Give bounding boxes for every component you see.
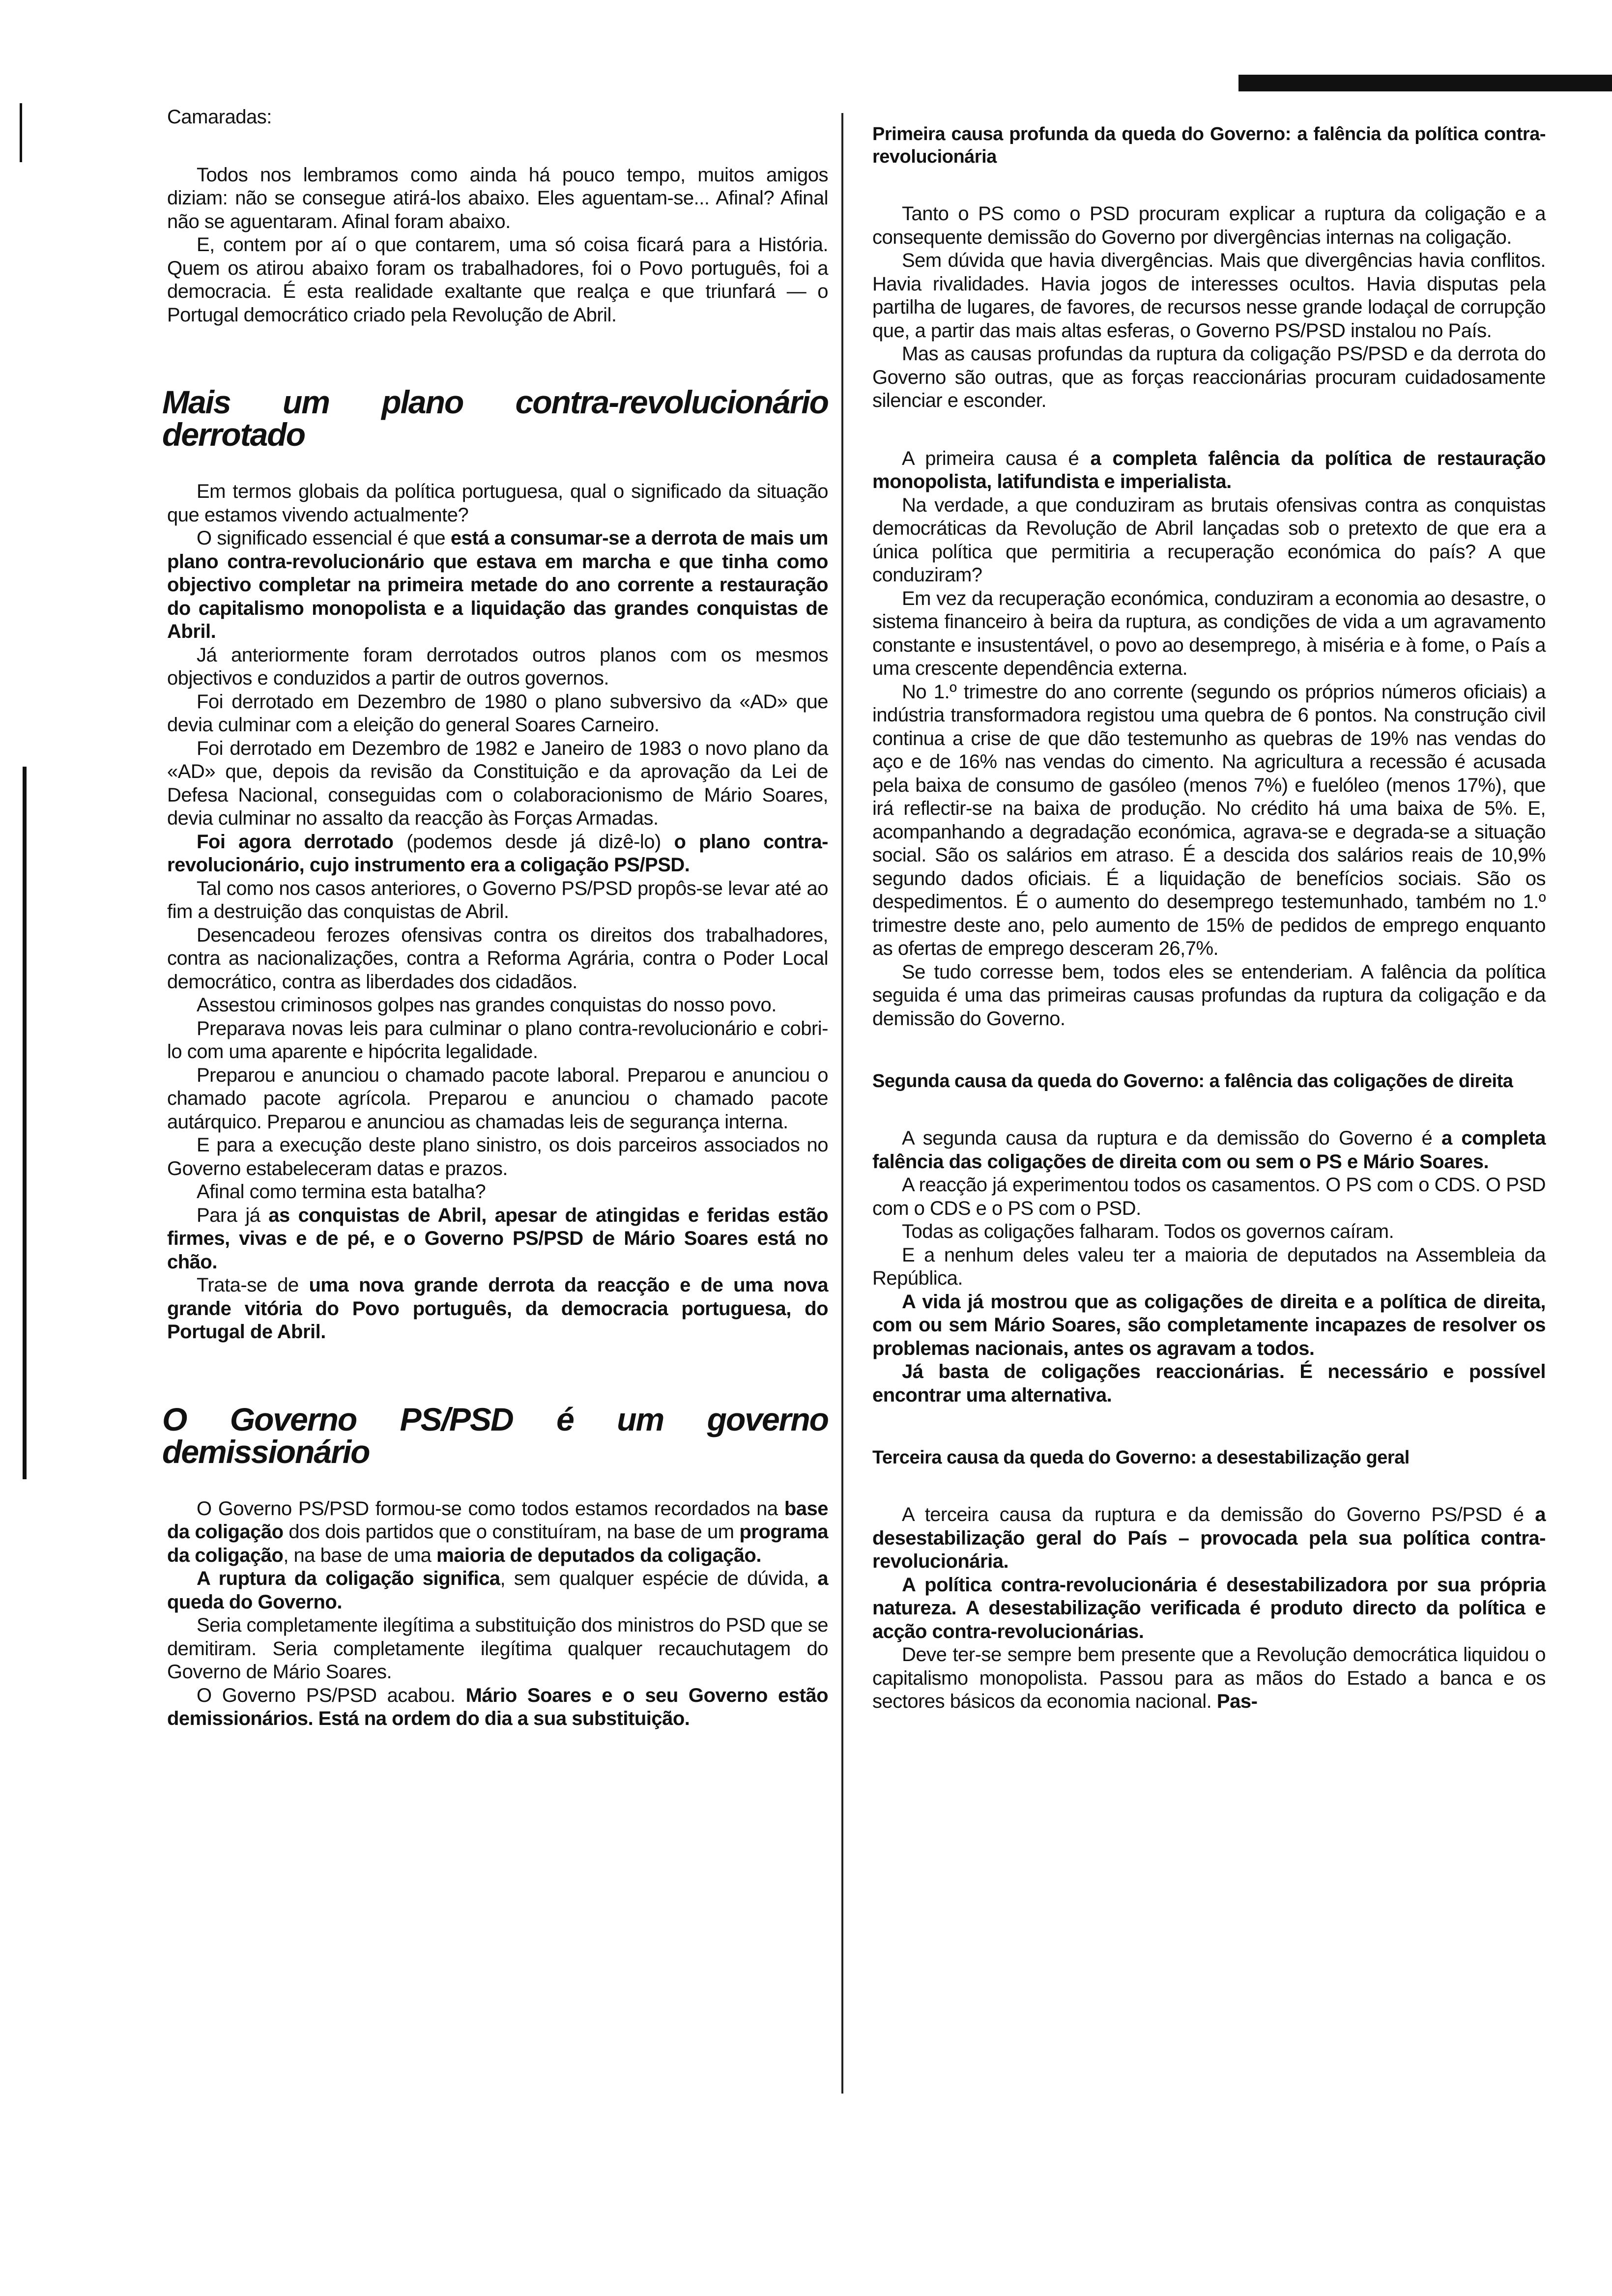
- paragraph: [872, 1503, 1546, 1574]
- text: Tal como nos casos anteriores, o Governo PS/PSD propôs-se levar até ao fim a destruição das conquistas de Abril.: [167, 877, 828, 922]
- paragraph: [167, 480, 828, 527]
- text: Desencadeou ferozes ofensivas contra os direitos dos trabalhadores, contra as nacionalizações, contra a Reforma Agrária, contra o Poder Local democrático, contra as liberdades dos cidadãos.: [167, 924, 828, 993]
- paragraph: [872, 202, 1546, 249]
- bold-text: o plano contra-revolucionário, cujo instrumento era a coligação PS/PSD.: [167, 831, 828, 876]
- paragraph: [167, 1497, 828, 1568]
- paragraph: [167, 527, 828, 644]
- paragraph: [167, 1614, 828, 1684]
- text: Já anteriormente foram derrotados outros planos com os mesmos objectivos e conduzidos a partir de outros governos.: [167, 644, 828, 689]
- text: A terceira causa da ruptura e da demissão do Governo PS/PSD é: [902, 1504, 1535, 1525]
- bold-text: a completa falência das coligações de direita com ou sem o PS e Mário Soares.: [872, 1127, 1546, 1173]
- text: Mas as causas profundas da ruptura da coligação PS/PSD e da derrota do Governo são outras, que as forças reaccionárias procuram cuidadosamente silenciar e esconder.: [872, 343, 1546, 411]
- paragraph: [872, 681, 1546, 961]
- bold-text: a queda do Governo.: [167, 1568, 828, 1613]
- paragraph: [167, 690, 828, 737]
- text: Preparava novas leis para culminar o plano contra-revolucionário e cobri-lo com uma aparente e hipócrita legalidade.: [167, 1017, 828, 1062]
- text: O significado essencial é que: [197, 527, 451, 549]
- text: dos dois partidos que o constituíram, na base de um: [283, 1521, 740, 1543]
- bold-text: Já basta de coligações reaccionárias. É necessário e possível encontrar uma alternativa.: [872, 1361, 1546, 1406]
- bold-text: está a consumar-se a derrota de mais um plano contra-revolucionário que estava em marcha e que tinha como objectivo completar na primeira metade do ano corrente a restauração do capitalismo monopolista e a liquidação das grandes conquistas de Abril.: [167, 527, 828, 642]
- text: Camaradas:: [167, 106, 272, 128]
- text: Assestou criminosos golpes nas grandes conquistas do nosso povo.: [197, 994, 777, 1016]
- bold-text: A política contra-revolucionária é desestabilizadora por sua própria natureza. A desestabilização verificada é produto directo da política e acção contra-revolucionárias.: [872, 1574, 1546, 1642]
- bold-text: maioria de deputados da coligação.: [436, 1544, 761, 1566]
- text: Para já: [197, 1204, 269, 1226]
- paragraph: [167, 1180, 828, 1204]
- text: O Governo PS/PSD formou-se como todos estamos recordados na: [197, 1497, 784, 1520]
- text: Seria completamente ilegítima a substituição dos ministros do PSD que se demitiram. Seria completamente ilegítima qualquer recauchutagem do Governo de Mário Soares.: [167, 1614, 828, 1683]
- text: Todos nos lembramos como ainda há pouco tempo, muitos amigos diziam: não se consegue atirá-los abaixo. Eles aguentam-se... Afinal? Afinal não se aguentaram. Afinal foram abaixo.: [167, 164, 828, 232]
- bold-text: programa da coligação: [167, 1521, 828, 1566]
- section-heading: [872, 1070, 1546, 1092]
- paragraph: [167, 164, 828, 234]
- text: Sem dúvida que havia divergências. Mais que divergências havia conflitos. Havia rivalidades. Havia jogos de interesses ocultos. Havia disputas pela partilha de lugares, de favores, de recursos nesse grande lodaçal de corrupção que, a partir das mais altas esferas, o Governo PS/PSD instalou no País.: [872, 250, 1546, 342]
- text: , na base de uma: [283, 1544, 437, 1566]
- bold-text: Foi agora derrotado: [197, 831, 394, 853]
- paragraph: [872, 1220, 1546, 1244]
- paragraph: [167, 106, 828, 129]
- paragraph: [167, 1204, 828, 1274]
- text: A segunda causa da ruptura e da demissão do Governo é: [902, 1127, 1441, 1149]
- bold-text: A vida já mostrou que as coligações de direita e a política de direita, com ou sem Mário Soares, são completamente incapazes de resolver os problemas nacionais, antes os agravam a todos.: [872, 1291, 1546, 1359]
- paragraph: [167, 831, 828, 877]
- paragraph: [167, 233, 828, 327]
- paragraph: [872, 1244, 1546, 1291]
- text: Mais um plano contra-revolucionário derrotado: [162, 384, 828, 453]
- bold-text: Pas-: [1216, 1691, 1258, 1712]
- text: Todas as coligações falharam. Todos os governos caíram.: [902, 1221, 1394, 1242]
- text: Em vez da recuperação económica, conduziram a economia ao desastre, o sistema financeiro à beira da ruptura, as condições de vida a um agravamento constante e insustentável, o povo ao desemprego, à miséria e à fome, o País a uma crescente dependência externa.: [872, 587, 1546, 679]
- text: Tanto o PS como o PSD procuram explicar a ruptura da coligação e a consequente demissão do Governo por divergências internas na coligação.: [872, 203, 1546, 248]
- text: , sem qualquer espécie de dúvida,: [500, 1568, 818, 1589]
- paragraph: [167, 1064, 828, 1134]
- paragraph: [872, 447, 1546, 494]
- text: Deve ter-se sempre bem presente que a Revolução democrática liquidou o capitalismo monopolista. Passou para as mãos do Estado a banca e os sectores básicos da economia nacional.: [872, 1644, 1546, 1712]
- paragraph: [167, 1274, 828, 1344]
- scan-margin-bar: [23, 767, 27, 1479]
- text: E, contem por aí o que contarem, uma só coisa ficará para a História. Quem os atirou abaixo foram os trabalhadores, foi o Povo português, foi a democracia. É esta realidade exaltante que realça e que triunfará — o Portugal democrático criado pela Revolução de Abril.: [167, 234, 828, 326]
- paragraph: [167, 644, 828, 690]
- bold-text: a desestabilização geral do País – provocada pela sua política contra-revolucionária.: [872, 1504, 1546, 1572]
- paragraph: [872, 587, 1546, 681]
- right-column: [872, 123, 1546, 1714]
- text: Trata-se de: [197, 1274, 309, 1296]
- section-heading: [872, 123, 1546, 168]
- paragraph: [872, 1127, 1546, 1174]
- section-heading: [162, 1403, 828, 1468]
- paragraph: [167, 737, 828, 831]
- text: Segunda causa da queda do Governo: a falência das coligações de direita: [872, 1071, 1513, 1091]
- paragraph: [167, 1134, 828, 1180]
- text: Foi derrotado em Dezembro de 1980 o plano subversivo da «AD» que devia culminar com a eleição do general Soares Carneiro.: [167, 690, 828, 736]
- text: Foi derrotado em Dezembro de 1982 e Janeiro de 1983 o novo plano da «AD» que, depois da revisão da Constituição e da aprovação da Lei de Defesa Nacional, conseguidas com o colaboracionismo de Mário Soares, devia culminar no assalto da reacção às Forças Armadas.: [167, 737, 828, 829]
- paragraph: [872, 961, 1546, 1031]
- section-heading: [162, 386, 828, 451]
- bold-text: A ruptura da coligação significa: [197, 1568, 500, 1589]
- header-black-bar: [1238, 75, 1612, 91]
- text: (podemos desde já dizê-lo): [393, 831, 674, 853]
- paragraph: [167, 1684, 828, 1731]
- text: E para a execução deste plano sinistro, os dois parceiros associados no Governo estabeleceram datas e prazos.: [167, 1134, 828, 1179]
- paragraph: [872, 1643, 1546, 1714]
- paragraph: [872, 494, 1546, 587]
- bold-text: base da coligação: [167, 1497, 828, 1543]
- text: Primeira causa profunda da queda do Governo: a falência da política contra-revolucionária: [872, 124, 1546, 167]
- paragraph: [167, 924, 828, 994]
- text: Se tudo corresse bem, todos eles se entenderiam. A falência da política seguida é uma das primeiras causas profundas da ruptura da coligação e da demissão do Governo.: [872, 961, 1546, 1030]
- paragraph: [872, 1360, 1546, 1407]
- text: No 1.º trimestre do ano corrente (segundo os próprios números oficiais) a indústria transformadora registou uma quebra de 6 pontos. Na construção civil continua a crise de que dão testemunho as quebras de 19% nas vendas do aço e de 16% nas vendas do cimento. Na agricultura a recessão é acusada pela baixa de consumo de gasóleo (menos 7%) e fuelóleo (menos 17%), que irá reflectir-se na baixa de produção. No crédito há uma baixa de 5%. E, acompanhando a degradação económica, agrava-se e degrada-se a situação social. São os salários em atraso. É a descida dos salários reais de 10,9% segundo dados oficiais. É a liquidação de benefícios sociais. São os despedimentos. É o aumento do desemprego testemunhado, também no 1.º trimestre deste ano, pelo aumento de 15% de pedidos de emprego enquanto as ofertas de emprego desceram 26,7%.: [872, 681, 1546, 959]
- text: O Governo PS/PSD acabou.: [197, 1684, 466, 1706]
- paragraph: [872, 343, 1546, 413]
- text: Terceira causa da queda do Governo: a desestabilização geral: [872, 1447, 1410, 1468]
- text: A primeira causa é: [902, 447, 1091, 469]
- column-divider: [841, 113, 843, 2094]
- paragraph: [167, 1017, 828, 1064]
- paragraph: [872, 1174, 1546, 1220]
- paragraph: [167, 1567, 828, 1614]
- left-column: [162, 106, 828, 1731]
- bold-text: as conquistas de Abril, apesar de atingidas e feridas estão firmes, vivas e de pé, e o Governo PS/PSD de Mário Soares está no chão.: [167, 1204, 828, 1273]
- paragraph: [167, 994, 828, 1017]
- bold-text: uma nova grande derrota da reacção e de uma nova grande vitória do Povo português, da democracia portuguesa, do Portugal de Abril.: [167, 1274, 828, 1343]
- paragraph: [872, 1574, 1546, 1644]
- paragraph: [167, 877, 828, 924]
- text: O Governo PS/PSD é um governo demissionário: [162, 1401, 828, 1470]
- scan-margin-mark: [20, 103, 22, 162]
- text: Em termos globais da política portuguesa, qual o significado da situação que estamos vivendo actualmente?: [167, 481, 828, 526]
- paragraph: [872, 249, 1546, 343]
- bold-text: a completa falência da política de restauração monopolista, latifundista e imperialista.: [872, 447, 1546, 492]
- text: Preparou e anunciou o chamado pacote laboral. Preparou e anunciou o chamado pacote agrícola. Preparou e anunciou o chamado pacote autárquico. Preparou e anunciou as chamadas leis de segurança interna.: [167, 1064, 828, 1133]
- text: E a nenhum deles valeu ter a maioria de deputados na Assembleia da República.: [872, 1244, 1546, 1289]
- section-heading: [872, 1446, 1546, 1469]
- paragraph: [872, 1291, 1546, 1361]
- bold-text: Mário Soares e o seu Governo estão demissionários. Está na ordem do dia a sua substituição.: [167, 1684, 828, 1729]
- text: Na verdade, a que conduziram as brutais ofensivas contra as conquistas democráticas da Revolução de Abril lançadas sob o pretexto de que era a única política que permitiria a recuperação económica do país? A que conduziram?: [872, 494, 1546, 586]
- text: A reacção já experimentou todos os casamentos. O PS com o CDS. O PSD com o CDS e o PS com o PSD.: [872, 1174, 1546, 1219]
- text: Afinal como termina esta batalha?: [197, 1181, 486, 1203]
